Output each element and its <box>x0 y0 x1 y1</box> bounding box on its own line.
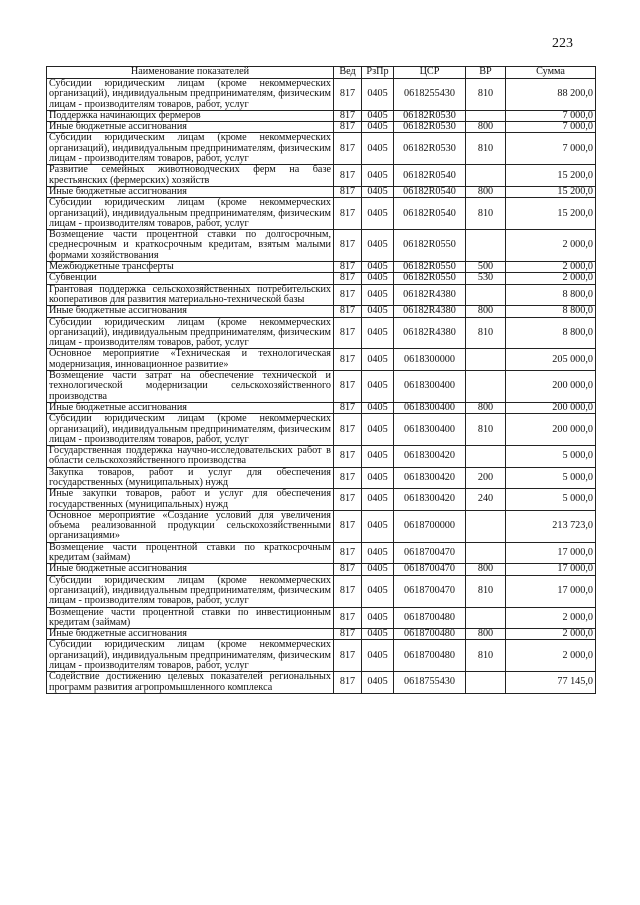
cell-csr: 0618300420 <box>394 446 466 468</box>
header-ved: Вед <box>334 67 362 79</box>
cell-sum: 17 000,0 <box>506 564 596 575</box>
cell-sum: 7 000,0 <box>506 110 596 121</box>
cell-csr: 06182R4380 <box>394 317 466 349</box>
cell-vr: 810 <box>466 317 506 349</box>
cell-name: Государственная поддержка научно-исследовательских работ в области сельскохозяйственного производства <box>47 446 334 468</box>
cell-name: Иные бюджетные ассигнования <box>47 629 334 640</box>
cell-rzpr: 0405 <box>362 198 394 230</box>
cell-ved: 817 <box>334 371 362 403</box>
table-row <box>47 640 596 672</box>
table-body <box>47 79 596 694</box>
cell-csr: 0618700470 <box>394 575 466 607</box>
cell-vr <box>466 110 506 121</box>
cell-csr: 06182R4380 <box>394 284 466 306</box>
cell-csr: 06182R0550 <box>394 230 466 262</box>
cell-ved: 817 <box>334 317 362 349</box>
cell-csr: 06182R0530 <box>394 110 466 121</box>
cell-rzpr: 0405 <box>362 273 394 284</box>
cell-rzpr: 0405 <box>362 110 394 121</box>
cell-csr: 06182R4380 <box>394 306 466 317</box>
cell-sum: 2 000,0 <box>506 262 596 273</box>
cell-csr: 0618700470 <box>394 542 466 564</box>
cell-vr <box>466 371 506 403</box>
budget-table <box>46 66 596 694</box>
cell-ved: 817 <box>334 467 362 489</box>
table-row <box>47 467 596 489</box>
cell-vr <box>466 230 506 262</box>
table-row <box>47 402 596 413</box>
cell-rzpr: 0405 <box>362 607 394 629</box>
cell-ved: 817 <box>334 273 362 284</box>
cell-ved: 817 <box>334 629 362 640</box>
cell-csr: 0618700480 <box>394 640 466 672</box>
cell-csr: 0618300000 <box>394 349 466 371</box>
table-row <box>47 165 596 187</box>
cell-sum: 2 000,0 <box>506 629 596 640</box>
cell-vr <box>466 607 506 629</box>
cell-vr <box>466 510 506 542</box>
table-row <box>47 489 596 511</box>
cell-vr <box>466 542 506 564</box>
cell-rzpr: 0405 <box>362 349 394 371</box>
cell-rzpr: 0405 <box>362 284 394 306</box>
cell-sum: 200 000,0 <box>506 371 596 403</box>
cell-csr: 06182R0550 <box>394 273 466 284</box>
cell-ved: 817 <box>334 165 362 187</box>
cell-vr: 810 <box>466 133 506 165</box>
cell-vr: 240 <box>466 489 506 511</box>
cell-rzpr: 0405 <box>362 317 394 349</box>
cell-vr: 800 <box>466 306 506 317</box>
cell-name: Субсидии юридическим лицам (кроме некоммерческих организаций), индивидуальным предпринимателям, физическим лицам - производителям товаров, работ, услуг <box>47 414 334 446</box>
cell-name: Иные бюджетные ассигнования <box>47 122 334 133</box>
cell-name: Иные бюджетные ассигнования <box>47 564 334 575</box>
cell-csr: 0618700480 <box>394 629 466 640</box>
cell-vr: 810 <box>466 414 506 446</box>
cell-csr: 0618755430 <box>394 672 466 694</box>
cell-csr: 0618300420 <box>394 467 466 489</box>
cell-rzpr: 0405 <box>362 446 394 468</box>
cell-csr: 0618300420 <box>394 489 466 511</box>
table-row <box>47 198 596 230</box>
cell-name: Возмещение части затрат на обеспечение технической и технологической модернизации сельскохозяйственного производства <box>47 371 334 403</box>
page-number: 223 <box>552 36 573 51</box>
cell-rzpr: 0405 <box>362 186 394 197</box>
cell-ved: 817 <box>334 414 362 446</box>
cell-csr: 06182R0530 <box>394 133 466 165</box>
table-row <box>47 446 596 468</box>
cell-sum: 7 000,0 <box>506 133 596 165</box>
header-vr: ВР <box>466 67 506 79</box>
cell-name: Субсидии юридическим лицам (кроме некоммерческих организаций), индивидуальным предпринимателям, физическим лицам - производителям товаров, работ, услуг <box>47 133 334 165</box>
cell-name: Иные закупки товаров, работ и услуг для обеспечения государственных (муниципальных) нужд <box>47 489 334 511</box>
table-row <box>47 564 596 575</box>
cell-rzpr: 0405 <box>362 306 394 317</box>
cell-name: Содействие достижению целевых показателей региональных программ развития агропромышленного комплекса <box>47 672 334 694</box>
cell-csr: 06182R0540 <box>394 198 466 230</box>
table-row <box>47 672 596 694</box>
cell-rzpr: 0405 <box>362 402 394 413</box>
cell-rzpr: 0405 <box>362 262 394 273</box>
table-row <box>47 629 596 640</box>
table-row <box>47 122 596 133</box>
cell-vr: 530 <box>466 273 506 284</box>
cell-rzpr: 0405 <box>362 371 394 403</box>
header-row <box>47 67 596 79</box>
cell-ved: 817 <box>334 198 362 230</box>
cell-ved: 817 <box>334 284 362 306</box>
cell-sum: 8 800,0 <box>506 317 596 349</box>
cell-ved: 817 <box>334 607 362 629</box>
cell-ved: 817 <box>334 510 362 542</box>
cell-ved: 817 <box>334 640 362 672</box>
cell-ved: 817 <box>334 110 362 121</box>
cell-csr: 0618700470 <box>394 564 466 575</box>
cell-sum: 2 000,0 <box>506 640 596 672</box>
cell-name: Субсидии юридическим лицам (кроме некоммерческих организаций), индивидуальным предпринимателям, физическим лицам - производителям товаров, работ, услуг <box>47 198 334 230</box>
cell-rzpr: 0405 <box>362 467 394 489</box>
cell-sum: 2 000,0 <box>506 607 596 629</box>
cell-rzpr: 0405 <box>362 79 394 111</box>
table-row <box>47 110 596 121</box>
cell-vr: 800 <box>466 629 506 640</box>
cell-ved: 817 <box>334 186 362 197</box>
cell-vr: 810 <box>466 79 506 111</box>
cell-sum: 15 200,0 <box>506 186 596 197</box>
cell-ved: 817 <box>334 489 362 511</box>
cell-name: Иные бюджетные ассигнования <box>47 186 334 197</box>
cell-vr: 800 <box>466 186 506 197</box>
cell-ved: 817 <box>334 575 362 607</box>
table-row <box>47 306 596 317</box>
cell-name: Межбюджетные трансферты <box>47 262 334 273</box>
cell-name: Возмещение части процентной ставки по инвестиционным кредитам (займам) <box>47 607 334 629</box>
table-row <box>47 317 596 349</box>
table-row <box>47 371 596 403</box>
cell-sum: 7 000,0 <box>506 122 596 133</box>
cell-name: Субсидии юридическим лицам (кроме некоммерческих организаций), индивидуальным предпринимателям, физическим лицам - производителям товаров, работ, услуг <box>47 79 334 111</box>
cell-rzpr: 0405 <box>362 414 394 446</box>
cell-ved: 817 <box>334 564 362 575</box>
cell-sum: 205 000,0 <box>506 349 596 371</box>
header-name: Наименование показателей <box>47 67 334 79</box>
cell-csr: 0618255430 <box>394 79 466 111</box>
cell-ved: 817 <box>334 306 362 317</box>
table-row <box>47 542 596 564</box>
table-row <box>47 262 596 273</box>
table-row <box>47 230 596 262</box>
cell-ved: 817 <box>334 133 362 165</box>
cell-csr: 0618300400 <box>394 414 466 446</box>
cell-vr: 200 <box>466 467 506 489</box>
table-row <box>47 510 596 542</box>
cell-name: Субсидии юридическим лицам (кроме некоммерческих организаций), индивидуальным предпринимателям, физическим лицам - производителям товаров, работ, услуг <box>47 317 334 349</box>
cell-sum: 8 800,0 <box>506 306 596 317</box>
cell-sum: 8 800,0 <box>506 284 596 306</box>
cell-vr <box>466 672 506 694</box>
cell-csr: 06182R0540 <box>394 186 466 197</box>
cell-rzpr: 0405 <box>362 542 394 564</box>
cell-rzpr: 0405 <box>362 640 394 672</box>
cell-name: Субвенции <box>47 273 334 284</box>
cell-ved: 817 <box>334 672 362 694</box>
cell-sum: 2 000,0 <box>506 230 596 262</box>
cell-sum: 15 200,0 <box>506 198 596 230</box>
cell-name: Возмещение части процентной ставки по краткосрочным кредитам (займам) <box>47 542 334 564</box>
table-row <box>47 79 596 111</box>
table-row <box>47 284 596 306</box>
cell-vr: 800 <box>466 564 506 575</box>
cell-ved: 817 <box>334 262 362 273</box>
cell-ved: 817 <box>334 446 362 468</box>
cell-rzpr: 0405 <box>362 510 394 542</box>
cell-sum: 17 000,0 <box>506 542 596 564</box>
cell-csr: 0618700480 <box>394 607 466 629</box>
table-header <box>47 67 596 79</box>
cell-rzpr: 0405 <box>362 165 394 187</box>
table-row <box>47 607 596 629</box>
cell-rzpr: 0405 <box>362 672 394 694</box>
cell-rzpr: 0405 <box>362 122 394 133</box>
cell-ved: 817 <box>334 542 362 564</box>
cell-sum: 200 000,0 <box>506 402 596 413</box>
cell-ved: 817 <box>334 349 362 371</box>
table-row <box>47 414 596 446</box>
table-row <box>47 349 596 371</box>
cell-csr: 0618700000 <box>394 510 466 542</box>
cell-vr: 800 <box>466 402 506 413</box>
cell-rzpr: 0405 <box>362 489 394 511</box>
cell-sum: 15 200,0 <box>506 165 596 187</box>
table-row <box>47 273 596 284</box>
cell-ved: 817 <box>334 79 362 111</box>
cell-name: Иные бюджетные ассигнования <box>47 306 334 317</box>
table-row <box>47 575 596 607</box>
cell-name: Основное мероприятие «Техническая и технологическая модернизация, инновационное развитие» <box>47 349 334 371</box>
cell-vr: 500 <box>466 262 506 273</box>
cell-sum: 2 000,0 <box>506 273 596 284</box>
cell-sum: 213 723,0 <box>506 510 596 542</box>
cell-name: Грантовая поддержка сельскохозяйственных потребительских кооперативов для развития материально-технической базы <box>47 284 334 306</box>
cell-sum: 5 000,0 <box>506 467 596 489</box>
cell-rzpr: 0405 <box>362 230 394 262</box>
cell-rzpr: 0405 <box>362 564 394 575</box>
cell-sum: 200 000,0 <box>506 414 596 446</box>
cell-vr: 810 <box>466 575 506 607</box>
cell-ved: 817 <box>334 230 362 262</box>
header-sum: Сумма <box>506 67 596 79</box>
cell-vr <box>466 284 506 306</box>
cell-sum: 5 000,0 <box>506 489 596 511</box>
cell-vr <box>466 349 506 371</box>
cell-csr: 0618300400 <box>394 371 466 403</box>
cell-name: Развитие семейных животноводческих ферм на базе крестьянских (фермерских) хозяйств <box>47 165 334 187</box>
header-csr: ЦСР <box>394 67 466 79</box>
cell-rzpr: 0405 <box>362 629 394 640</box>
cell-sum: 17 000,0 <box>506 575 596 607</box>
cell-name: Субсидии юридическим лицам (кроме некоммерческих организаций), индивидуальным предпринимателям, физическим лицам - производителям товаров, работ, услуг <box>47 575 334 607</box>
table-row <box>47 133 596 165</box>
cell-vr <box>466 165 506 187</box>
cell-csr: 0618300400 <box>394 402 466 413</box>
cell-name: Закупка товаров, работ и услуг для обеспечения государственных (муниципальных) нужд <box>47 467 334 489</box>
cell-csr: 06182R0540 <box>394 165 466 187</box>
cell-vr: 810 <box>466 640 506 672</box>
cell-csr: 06182R0530 <box>394 122 466 133</box>
cell-vr: 800 <box>466 122 506 133</box>
cell-ved: 817 <box>334 122 362 133</box>
cell-name: Субсидии юридическим лицам (кроме некоммерческих организаций), индивидуальным предпринимателям, физическим лицам - производителям товаров, работ, услуг <box>47 640 334 672</box>
cell-sum: 77 145,0 <box>506 672 596 694</box>
cell-vr <box>466 446 506 468</box>
cell-name: Возмещение части процентной ставки по долгосрочным, среднесрочным и краткосрочным кредитам, взятым малыми формами хозяйствования <box>47 230 334 262</box>
cell-sum: 88 200,0 <box>506 79 596 111</box>
cell-rzpr: 0405 <box>362 133 394 165</box>
cell-ved: 817 <box>334 402 362 413</box>
cell-csr: 06182R0550 <box>394 262 466 273</box>
cell-vr: 810 <box>466 198 506 230</box>
cell-name: Иные бюджетные ассигнования <box>47 402 334 413</box>
cell-name: Поддержка начинающих фермеров <box>47 110 334 121</box>
header-rzpr: РзПр <box>362 67 394 79</box>
cell-sum: 5 000,0 <box>506 446 596 468</box>
cell-name: Основное мероприятие «Создание условий для увеличения объема реализованной продукции сельскохозяйственными организациями» <box>47 510 334 542</box>
table-row <box>47 186 596 197</box>
cell-rzpr: 0405 <box>362 575 394 607</box>
